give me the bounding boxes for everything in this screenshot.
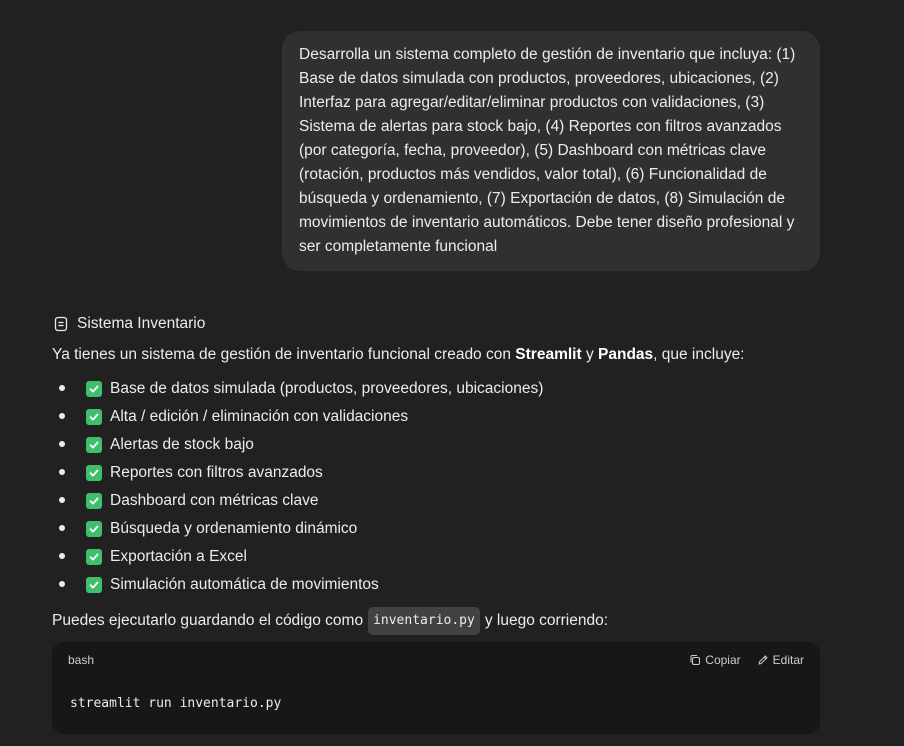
check-mark-icon	[86, 437, 102, 453]
user-message-bubble	[282, 31, 820, 271]
feature-label: Alta / edición / eliminación con validaciones	[110, 408, 409, 425]
intro-text-suffix: , que incluye:	[653, 346, 745, 363]
check-mark-icon	[86, 381, 102, 397]
feature-list	[52, 375, 852, 599]
bullet	[59, 469, 65, 475]
edit-label: Editar	[772, 653, 804, 667]
intro-text: Ya tienes un sistema de gestión de inventario funcional creado con	[52, 346, 516, 363]
check-mark-icon	[86, 549, 102, 565]
feature-label: Búsqueda y ordenamiento dinámico	[110, 520, 358, 537]
bullet	[59, 441, 65, 447]
assistant-intro	[52, 343, 872, 367]
code-content: streamlit run inventario.py	[70, 696, 282, 711]
feature-label: Reportes con filtros avanzados	[110, 464, 323, 481]
check-mark-icon	[86, 465, 102, 481]
user-message-text: Desarrolla un sistema completo de gestión de inventario que incluya: (1) Base de datos simulada con productos, proveedores, ubicaciones, (2) Interfaz para agregar/editar/eliminar productos con validaciones, (3) Sistema de alertas para stock bajo, (4) Reportes con filtros avanzados (por categoría, fecha, proveedor), (5) Dashboard con métricas clave (rotación, productos más vendidos, valor total), (6) Funcionalidad de búsqueda y ordenamiento, (7) Exportación de datos, (8) Simulación de movimientos de inventario automáticos. Debe tener diseño profesional y ser completamente funcional	[299, 46, 796, 255]
canvas-document-title: Sistema Inventario	[77, 315, 206, 332]
list-item	[52, 515, 852, 543]
bullet	[59, 525, 65, 531]
list-item	[52, 375, 852, 403]
edit-button[interactable]	[757, 653, 804, 667]
intro-text-and: y	[581, 346, 599, 363]
inline-code-filename: inventario.py	[368, 607, 480, 635]
assistant-outro	[52, 607, 608, 635]
feature-label: Exportación a Excel	[110, 548, 247, 565]
code-block	[52, 642, 820, 734]
copy-icon	[689, 654, 701, 666]
bullet	[59, 413, 65, 419]
check-mark-icon	[86, 409, 102, 425]
code-language-label: bash	[68, 653, 95, 667]
code-actions	[689, 653, 804, 667]
list-item	[52, 543, 852, 571]
document-icon	[53, 316, 69, 332]
outro-text-suffix: y luego corriendo:	[484, 612, 609, 629]
check-mark-icon	[86, 577, 102, 593]
feature-label: Base de datos simulada (productos, proveedores, ubicaciones)	[110, 380, 544, 397]
intro-bold-streamlit: Streamlit	[515, 346, 582, 363]
bullet	[59, 385, 65, 391]
list-item	[52, 571, 852, 599]
check-mark-icon	[86, 493, 102, 509]
list-item	[52, 487, 852, 515]
bullet	[59, 581, 65, 587]
feature-label: Alertas de stock bajo	[110, 436, 254, 453]
copy-button[interactable]	[689, 653, 740, 667]
list-item	[52, 403, 852, 431]
list-item	[52, 459, 852, 487]
check-mark-icon	[86, 521, 102, 537]
feature-label: Dashboard con métricas clave	[110, 492, 319, 509]
bullet	[59, 497, 65, 503]
intro-bold-pandas: Pandas	[598, 346, 654, 363]
pencil-icon	[757, 654, 769, 666]
canvas-document-chip[interactable]	[53, 315, 205, 333]
outro-text: Puedes ejecutarlo guardando el código como	[52, 612, 364, 629]
list-item	[52, 431, 852, 459]
bullet	[59, 553, 65, 559]
feature-label: Simulación automática de movimientos	[110, 576, 379, 593]
copy-label: Copiar	[705, 653, 741, 667]
